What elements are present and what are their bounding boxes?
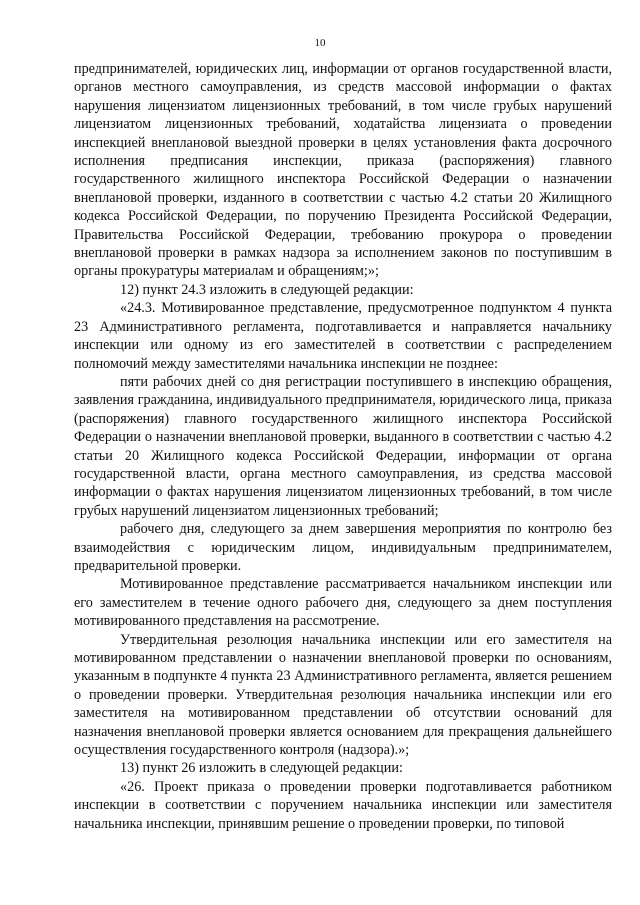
- paragraph: пяти рабочих дней со дня регистрации поступившего в инспекцию обращения, заявления гражданина, индивидуального предпринимателя, юридического лица, приказа (распоряжения) главного государственного жилищного инспектора Российской Федерации о назначении внеплановой проверки, выданного в соответствии с частью 4.2 статьи 20 Жилищного кодекса Российской Федерации, информации от органа государственной власти, органа местного самоуправления, из средства массовой информации о фактах нарушения лицензиатом лицензионных требований, в том числе грубых нарушений лицензиатом лицензионных требований;: [74, 373, 612, 519]
- paragraph: «26. Проект приказа о проведении проверки подготавливается работником инспекции в соответствии с поручением начальника инспекции или заместителя начальника инспекции, принявшим решение о проведении проверки, по типовой: [74, 778, 612, 832]
- paragraph: «24.3. Мотивированное представление, предусмотренное подпунктом 4 пункта 23 Административного регламента, подготавливается и направляется начальнику инспекции или одному из его заместителей в соответствии с распределением полномочий между заместителями начальника инспекции не позднее:: [74, 300, 612, 372]
- paragraph: 12) пункт 24.3 изложить в следующей редакции:: [120, 281, 414, 298]
- paragraph: Утвердительная резолюция начальника инспекции или его заместителя на мотивированном представлении о назначении внеплановой проверки по основаниям, указанным в подпункте 4 пункта 23 Административного регламента, является решением о проведении проверки. Утвердительная резолюция начальника инспекции или его заместителя на мотивированном представлении об отсутствии оснований для назначения внеплановой проверки является основанием для прекращения дальнейшего осуществления государственного контроля (надзора).»;: [74, 631, 612, 759]
- paragraph: 13) пункт 26 изложить в следующей редакции:: [120, 760, 403, 777]
- paragraph: предпринимателей, юридических лиц, информации от органов государственной власти, органов местного самоуправления, из средств массовой информации о фактах нарушения лицензиатом лицензионных требований, в том числе грубых нарушений лицензиатом лицензионных требований, ходатайства лицензиата о проведении инспекцией внеплановой выездной проверки в целях установления факта досрочного исполнения предписания инспекции, приказа (распоряжения) главного государственного жилищного инспектора Российской Федерации о назначении внеплановой проверки, изданного в соответствии с частью 4.2 статьи 20 Жилищного кодекса Российской Федерации, по поручению Президента Российской Федерации, Правительства Российской Федерации, требованию прокурора о проведении внеплановой проверки в рамках надзора за исполнением законов по поступившим в органы прокуратуры материалам и обращениям;»;: [74, 61, 612, 280]
- page-number: 10: [314, 37, 326, 49]
- paragraph: Мотивированное представление рассматривается начальником инспекции или его заместителем в течение одного рабочего дня, следующего за днем поступления мотивированного представления на рассмотрение.: [74, 576, 612, 630]
- paragraph: рабочего дня, следующего за днем завершения мероприятия по контролю без взаимодействия с юридическим лицом, индивидуальным предпринимателем, предварительной проверки.: [74, 521, 612, 574]
- document-body: [74, 60, 612, 833]
